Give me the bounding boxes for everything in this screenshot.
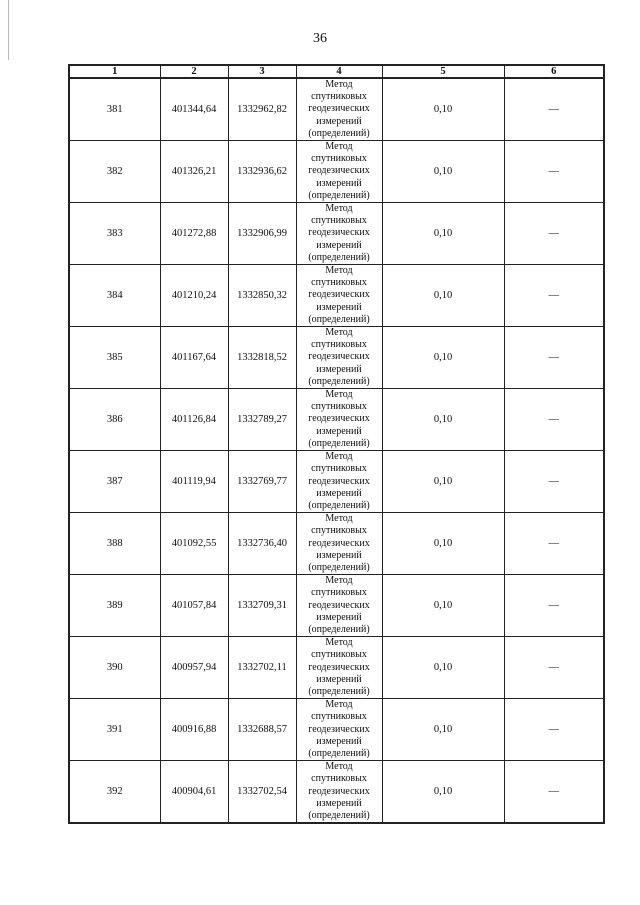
note-cell: — xyxy=(504,327,604,389)
note-cell: — xyxy=(504,451,604,513)
accuracy-cell: 0,10 xyxy=(382,389,504,451)
method-cell xyxy=(296,78,382,141)
method-line: спутниковых xyxy=(311,339,367,351)
method-cell xyxy=(296,761,382,824)
table-body xyxy=(69,78,604,823)
x-coordinate-cell: 400957,94 xyxy=(160,637,228,699)
method-line: геодезических xyxy=(308,227,370,239)
x-coordinate-cell: 401210,24 xyxy=(160,265,228,327)
x-coordinate-cell: 401167,64 xyxy=(160,327,228,389)
note-cell: — xyxy=(504,575,604,637)
method-line: геодезических xyxy=(308,103,370,115)
method-line: измерений xyxy=(316,363,362,375)
method-line: геодезических xyxy=(308,351,370,363)
accuracy-cell: 0,10 xyxy=(382,637,504,699)
y-coordinate-cell: 1332702,11 xyxy=(228,637,296,699)
method-line: измерений xyxy=(316,549,362,561)
note-cell: — xyxy=(504,637,604,699)
method-line: (определений) xyxy=(308,499,370,511)
note-cell: — xyxy=(504,513,604,575)
method-line: (определений) xyxy=(308,437,370,449)
y-coordinate-cell: 1332936,62 xyxy=(228,141,296,203)
method-cell xyxy=(296,265,382,327)
method-line: спутниковых xyxy=(311,587,367,599)
method-line: спутниковых xyxy=(311,463,367,475)
y-coordinate-cell: 1332962,82 xyxy=(228,78,296,141)
method-line: измерений xyxy=(316,611,362,623)
point-number-cell: 386 xyxy=(69,389,160,451)
method-line: Метод xyxy=(325,327,353,339)
note-cell: — xyxy=(504,78,604,141)
point-number-cell: 383 xyxy=(69,203,160,265)
x-coordinate-cell: 400916,88 xyxy=(160,699,228,761)
method-line: спутниковых xyxy=(311,649,367,661)
point-number-cell: 392 xyxy=(69,761,160,824)
accuracy-cell: 0,10 xyxy=(382,141,504,203)
accuracy-cell: 0,10 xyxy=(382,575,504,637)
x-coordinate-cell: 400904,61 xyxy=(160,761,228,824)
accuracy-cell: 0,10 xyxy=(382,451,504,513)
method-line: Метод xyxy=(325,141,353,153)
method-line: геодезических xyxy=(308,165,370,177)
point-number-cell: 390 xyxy=(69,637,160,699)
page-number: 36 xyxy=(313,31,327,46)
point-number-cell: 391 xyxy=(69,699,160,761)
method-cell xyxy=(296,513,382,575)
method-line: измерений xyxy=(316,239,362,251)
method-line: геодезических xyxy=(308,475,370,487)
accuracy-cell: 0,10 xyxy=(382,761,504,824)
method-line: (определений) xyxy=(308,189,370,201)
method-line: измерений xyxy=(316,797,362,809)
method-line: Метод xyxy=(325,203,353,215)
table-row xyxy=(69,575,604,637)
table-header-row xyxy=(69,65,604,78)
note-cell: — xyxy=(504,699,604,761)
method-line: измерений xyxy=(316,177,362,189)
y-coordinate-cell: 1332850,32 xyxy=(228,265,296,327)
y-coordinate-cell: 1332769,77 xyxy=(228,451,296,513)
table-row xyxy=(69,141,604,203)
method-line: (определений) xyxy=(308,251,370,263)
note-cell: — xyxy=(504,389,604,451)
method-cell xyxy=(296,699,382,761)
method-cell xyxy=(296,203,382,265)
header-col-6: 6 xyxy=(504,65,604,78)
method-line: (определений) xyxy=(308,561,370,573)
method-line: Метод xyxy=(325,79,353,90)
accuracy-cell: 0,10 xyxy=(382,513,504,575)
method-line: (определений) xyxy=(308,313,370,325)
y-coordinate-cell: 1332906,99 xyxy=(228,203,296,265)
method-line: измерений xyxy=(316,115,362,127)
method-line: спутниковых xyxy=(311,91,367,103)
method-line: геодезических xyxy=(308,413,370,425)
method-line: спутниковых xyxy=(311,773,367,785)
method-cell xyxy=(296,141,382,203)
y-coordinate-cell: 1332736,40 xyxy=(228,513,296,575)
point-number-cell: 389 xyxy=(69,575,160,637)
table-row xyxy=(69,78,604,141)
method-line: Метод xyxy=(325,761,353,773)
method-line: измерений xyxy=(316,487,362,499)
header-col-1: 1 xyxy=(69,65,160,78)
method-line: Метод xyxy=(325,451,353,463)
method-line: измерений xyxy=(316,425,362,437)
point-number-cell: 382 xyxy=(69,141,160,203)
x-coordinate-cell: 401126,84 xyxy=(160,389,228,451)
x-coordinate-cell: 401344,64 xyxy=(160,78,228,141)
note-cell: — xyxy=(504,141,604,203)
table-row xyxy=(69,265,604,327)
method-line: (определений) xyxy=(308,375,370,387)
method-line: спутниковых xyxy=(311,153,367,165)
accuracy-cell: 0,10 xyxy=(382,699,504,761)
y-coordinate-cell: 1332702,54 xyxy=(228,761,296,824)
method-line: измерений xyxy=(316,735,362,747)
method-line: измерений xyxy=(316,673,362,685)
method-line: измерений xyxy=(316,301,362,313)
x-coordinate-cell: 401272,88 xyxy=(160,203,228,265)
y-coordinate-cell: 1332818,52 xyxy=(228,327,296,389)
header-col-4: 4 xyxy=(296,65,382,78)
note-cell: — xyxy=(504,203,604,265)
method-line: спутниковых xyxy=(311,277,367,289)
method-line: геодезических xyxy=(308,785,370,797)
table-row xyxy=(69,389,604,451)
point-number-cell: 384 xyxy=(69,265,160,327)
method-cell xyxy=(296,389,382,451)
method-line: Метод xyxy=(325,637,353,649)
point-number-cell: 387 xyxy=(69,451,160,513)
header-col-5: 5 xyxy=(382,65,504,78)
y-coordinate-cell: 1332789,27 xyxy=(228,389,296,451)
method-cell xyxy=(296,575,382,637)
table-row xyxy=(69,327,604,389)
method-line: геодезических xyxy=(308,289,370,301)
x-coordinate-cell: 401326,21 xyxy=(160,141,228,203)
accuracy-cell: 0,10 xyxy=(382,203,504,265)
method-line: геодезических xyxy=(308,723,370,735)
scan-edge-mark xyxy=(8,0,9,60)
method-line: (определений) xyxy=(308,747,370,759)
y-coordinate-cell: 1332688,57 xyxy=(228,699,296,761)
accuracy-cell: 0,10 xyxy=(382,78,504,141)
method-line: геодезических xyxy=(308,537,370,549)
point-number-cell: 385 xyxy=(69,327,160,389)
header-col-2: 2 xyxy=(160,65,228,78)
accuracy-cell: 0,10 xyxy=(382,265,504,327)
table-row xyxy=(69,513,604,575)
method-line: (определений) xyxy=(308,809,370,821)
accuracy-cell: 0,10 xyxy=(382,327,504,389)
point-number-cell: 381 xyxy=(69,78,160,141)
table-row xyxy=(69,699,604,761)
method-line: спутниковых xyxy=(311,215,367,227)
method-line: геодезических xyxy=(308,599,370,611)
method-line: (определений) xyxy=(308,685,370,697)
method-line: Метод xyxy=(325,575,353,587)
method-line: Метод xyxy=(325,389,353,401)
method-line: спутниковых xyxy=(311,711,367,723)
method-line: Метод xyxy=(325,513,353,525)
coordinates-table xyxy=(68,64,605,824)
method-line: Метод xyxy=(325,265,353,277)
note-cell: — xyxy=(504,761,604,824)
x-coordinate-cell: 401057,84 xyxy=(160,575,228,637)
header-col-3: 3 xyxy=(228,65,296,78)
x-coordinate-cell: 401119,94 xyxy=(160,451,228,513)
method-cell xyxy=(296,451,382,513)
table-row xyxy=(69,637,604,699)
method-cell xyxy=(296,327,382,389)
method-line: спутниковых xyxy=(311,401,367,413)
table-row xyxy=(69,451,604,513)
y-coordinate-cell: 1332709,31 xyxy=(228,575,296,637)
point-number-cell: 388 xyxy=(69,513,160,575)
method-line: (определений) xyxy=(308,127,370,139)
method-line: Метод xyxy=(325,699,353,711)
table-row xyxy=(69,761,604,824)
method-cell xyxy=(296,637,382,699)
table-row xyxy=(69,203,604,265)
method-line: (определений) xyxy=(308,623,370,635)
method-line: геодезических xyxy=(308,661,370,673)
x-coordinate-cell: 401092,55 xyxy=(160,513,228,575)
note-cell: — xyxy=(504,265,604,327)
method-line: спутниковых xyxy=(311,525,367,537)
